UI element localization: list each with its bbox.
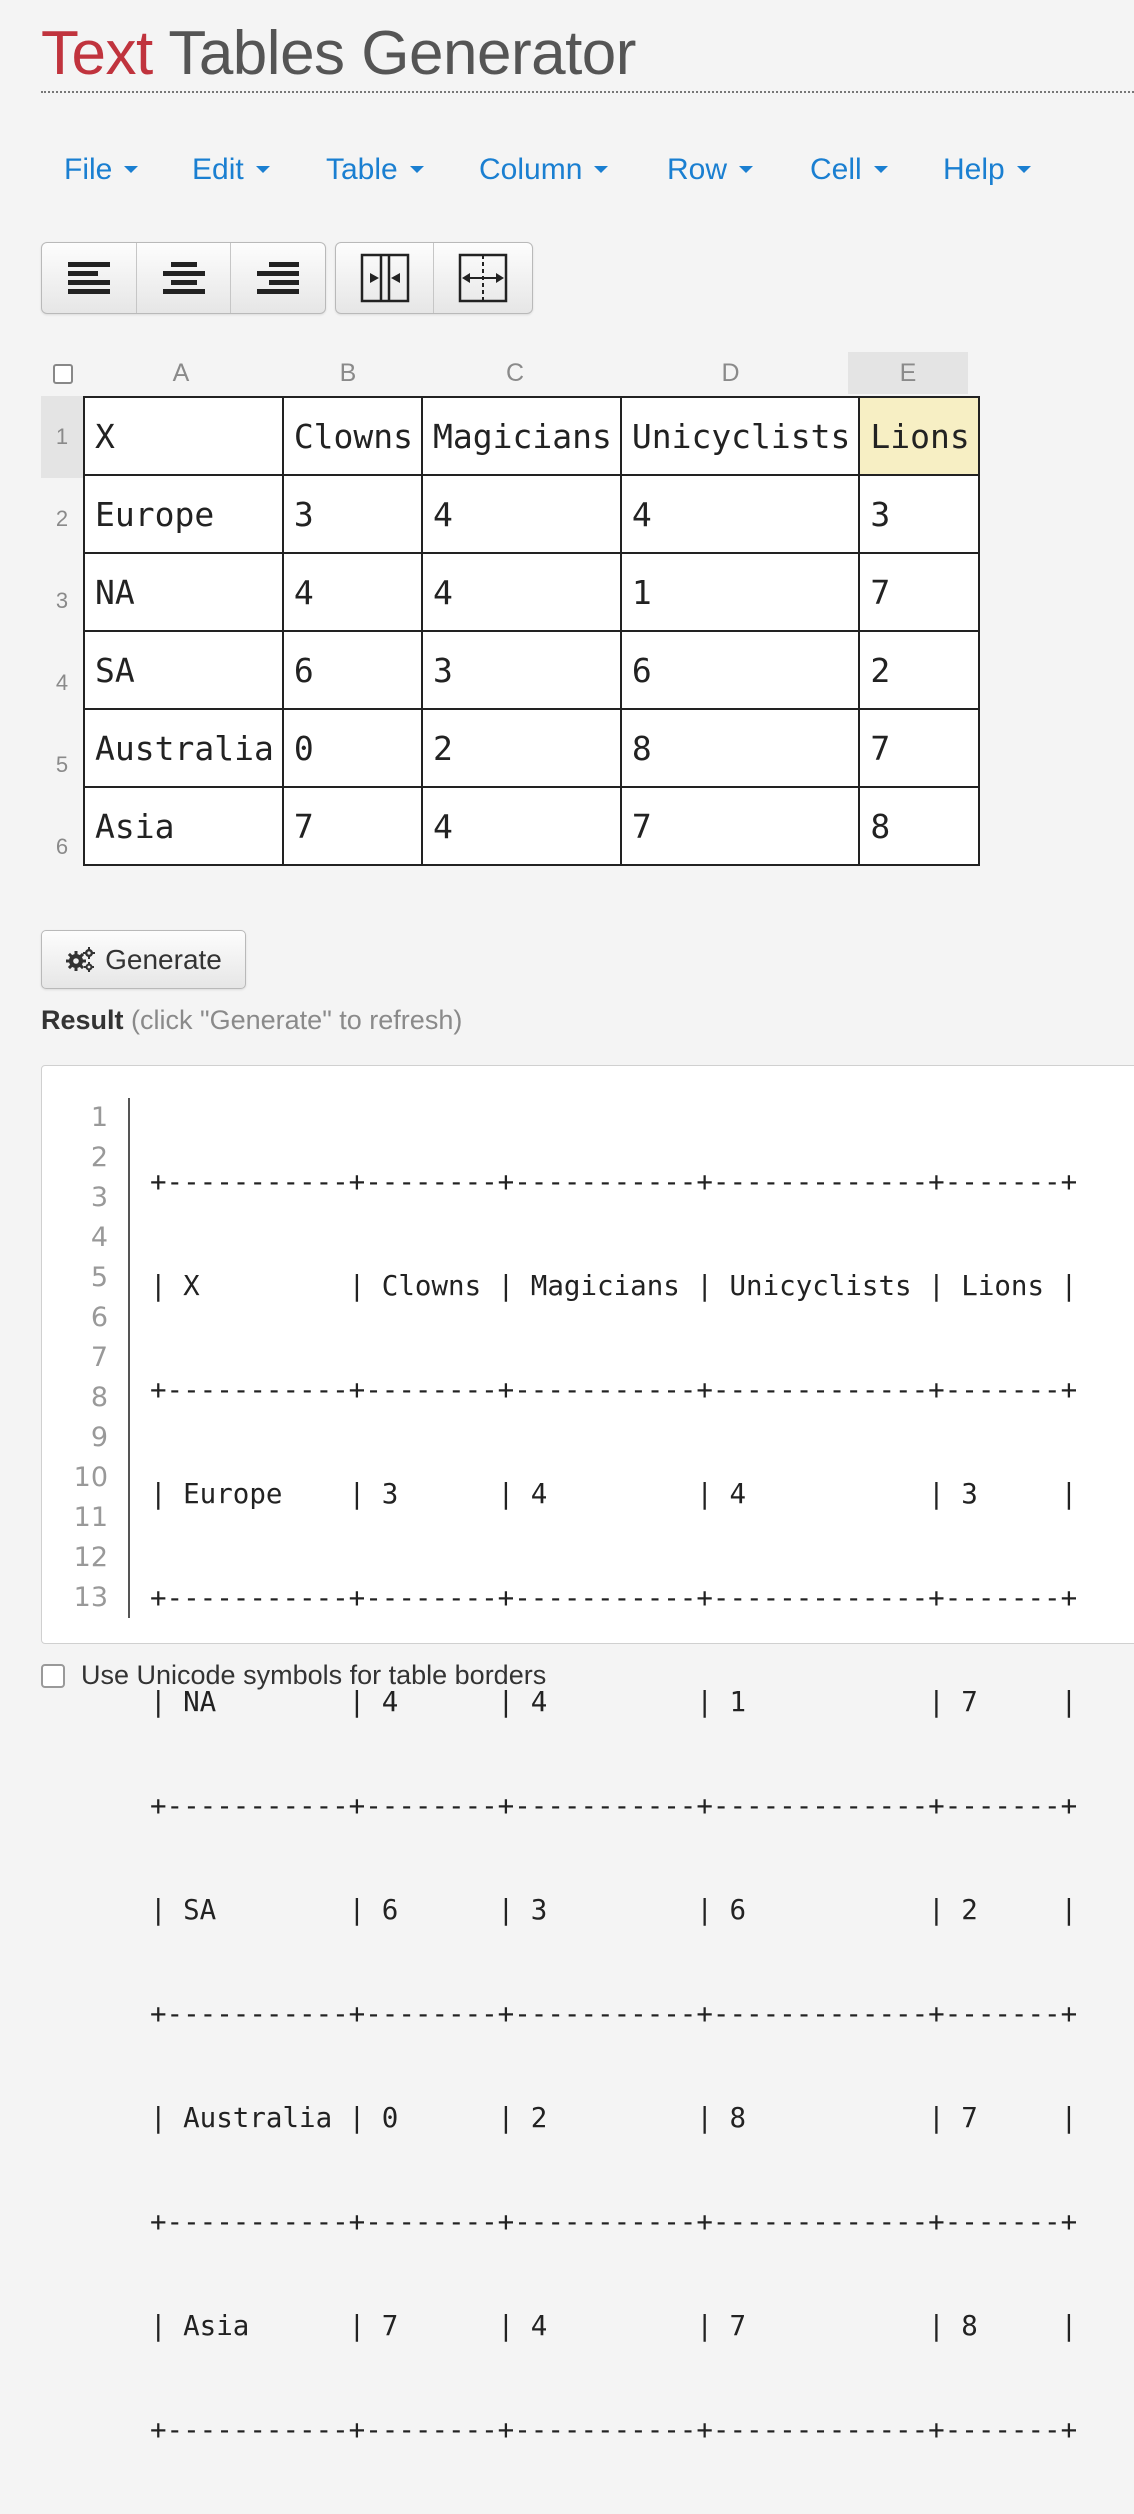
grid-cell[interactable]: Unicyclists	[621, 397, 860, 475]
app-title-text-part: Text	[41, 19, 153, 88]
row-header-1[interactable]: 1	[41, 396, 83, 478]
grid-cell[interactable]: 2	[422, 709, 621, 787]
column-header-c[interactable]: C	[505, 359, 525, 387]
menu-table-label: Table	[326, 153, 398, 186]
line-number: 5	[90, 1262, 108, 1293]
expand-columns-button[interactable]	[434, 243, 531, 313]
line-number: 2	[90, 1142, 108, 1173]
caret-down-icon	[256, 166, 270, 173]
code-line: +-----------+--------+-----------+-------------+-------+	[150, 2206, 1078, 2238]
grid-cell[interactable]: 6	[283, 631, 422, 709]
line-number: 4	[90, 1222, 108, 1253]
menu-cell-label: Cell	[810, 153, 862, 186]
code-line: +-----------+--------+-----------+-------------+-------+	[150, 1166, 1078, 1198]
grid-cell[interactable]: 7	[283, 787, 422, 865]
row-header-2[interactable]: 2	[55, 506, 69, 531]
result-note: (click "Generate" to refresh)	[131, 1005, 463, 1035]
line-number: 1	[90, 1102, 108, 1133]
grid-cell[interactable]: SA	[84, 631, 283, 709]
alignment-button-group	[41, 242, 326, 314]
grid-cell[interactable]: 4	[283, 553, 422, 631]
align-left-icon	[66, 259, 112, 297]
align-center-button[interactable]	[137, 243, 232, 313]
expand-columns-icon	[458, 253, 508, 303]
code-line: | SA | 6 | 3 | 6 | 2 |	[150, 1894, 1078, 1926]
line-number: 10	[73, 1462, 108, 1493]
line-number: 11	[73, 1502, 108, 1533]
grid-cell[interactable]: 4	[422, 475, 621, 553]
shrink-columns-button[interactable]	[336, 243, 434, 313]
column-header-d[interactable]: D	[721, 359, 740, 387]
menu-help-label: Help	[943, 153, 1005, 186]
grid-cell[interactable]: 6	[621, 631, 860, 709]
unicode-borders-checkbox[interactable]	[41, 1664, 65, 1688]
line-number: 9	[90, 1422, 108, 1453]
title-divider	[41, 91, 1134, 93]
unicode-borders-label: Use Unicode symbols for table borders	[81, 1660, 547, 1690]
code-line: | Australia | 0 | 2 | 8 | 7 |	[150, 2102, 1078, 2134]
generate-button-label: Generate	[105, 943, 222, 975]
select-all-checkbox[interactable]	[53, 364, 73, 384]
caret-down-icon	[124, 166, 138, 173]
grid-cell[interactable]: Asia	[84, 787, 283, 865]
grid-cell[interactable]: 4	[422, 553, 621, 631]
caret-down-icon	[594, 166, 608, 173]
grid-row	[84, 553, 979, 631]
row-header-6[interactable]: 6	[55, 834, 69, 859]
grid-row	[84, 397, 979, 475]
row-header-4[interactable]: 4	[55, 670, 69, 695]
grid-cell[interactable]: 3	[859, 475, 979, 553]
line-number: 8	[90, 1382, 108, 1413]
menu-column-label: Column	[479, 153, 583, 186]
code-line: | Europe | 3 | 4 | 4 | 3 |	[150, 1478, 1078, 1510]
app-title-generator-part: Tables Generator	[168, 19, 636, 88]
code-line: +-----------+--------+-----------+-------------+-------+	[150, 1790, 1078, 1822]
caret-down-icon	[410, 166, 424, 173]
grid-cell-selected[interactable]: Lions	[859, 397, 979, 475]
result-code	[150, 1098, 1077, 2514]
grid-cell[interactable]: NA	[84, 553, 283, 631]
code-line: | Asia | 7 | 4 | 7 | 8 |	[150, 2310, 1078, 2342]
line-number: 7	[90, 1342, 108, 1373]
code-line: | X | Clowns | Magicians | Unicyclists | Lions |	[150, 1270, 1078, 1302]
caret-down-icon	[739, 166, 753, 173]
grid-cell[interactable]: 8	[859, 787, 979, 865]
gears-icon	[65, 947, 95, 973]
row-header-3[interactable]: 3	[55, 588, 69, 613]
line-number: 3	[90, 1182, 108, 1213]
grid-cell[interactable]: X	[84, 397, 283, 475]
grid-row	[84, 787, 979, 865]
grid-cell[interactable]: 3	[283, 475, 422, 553]
line-number-gutter	[42, 1098, 108, 1618]
column-header-b[interactable]: B	[339, 359, 357, 387]
menu-edit-label: Edit	[192, 153, 244, 186]
shrink-columns-icon	[360, 253, 410, 303]
grid-row	[84, 475, 979, 553]
data-grid	[83, 396, 980, 866]
column-width-button-group	[335, 242, 533, 314]
align-left-button[interactable]	[42, 243, 137, 313]
line-number: 6	[90, 1302, 108, 1333]
gutter-divider	[128, 1098, 130, 1618]
code-line: +-----------+--------+-----------+-------------+-------+	[150, 1374, 1078, 1406]
grid-cell[interactable]: 0	[283, 709, 422, 787]
menu-file[interactable]	[64, 145, 138, 195]
grid-cell[interactable]: 3	[422, 631, 621, 709]
grid-cell[interactable]: 2	[859, 631, 979, 709]
menu-help[interactable]	[943, 145, 1031, 195]
generate-button[interactable]	[41, 930, 246, 989]
grid-cell[interactable]: 4	[422, 787, 621, 865]
app-title	[41, 14, 636, 94]
grid-cell[interactable]: 4	[621, 475, 860, 553]
grid-cell[interactable]: 7	[621, 787, 860, 865]
line-number: 12	[73, 1542, 108, 1573]
align-right-icon	[255, 259, 301, 297]
row-header-5[interactable]: 5	[55, 752, 69, 777]
code-line: +-----------+--------+-----------+-------------+-------+	[150, 1998, 1078, 2030]
code-line: +-----------+--------+-----------+-------------+-------+	[150, 2414, 1078, 2446]
column-header-a[interactable]: A	[172, 359, 190, 387]
result-label: Result	[41, 1005, 124, 1035]
menu-cell[interactable]	[810, 145, 888, 195]
menu-row-label: Row	[667, 153, 728, 186]
grid-cell[interactable]: Magicians	[422, 397, 621, 475]
menu-row[interactable]	[667, 145, 753, 195]
menu-file-label: File	[64, 153, 113, 186]
grid-cell[interactable]: Europe	[84, 475, 283, 553]
grid-cell[interactable]: Clowns	[283, 397, 422, 475]
code-line: | NA | 4 | 4 | 1 | 7 |	[150, 1686, 1078, 1718]
grid-row	[84, 631, 979, 709]
code-line: +-----------+--------+-----------+-------------+-------+	[150, 1582, 1078, 1614]
align-right-button[interactable]	[231, 243, 325, 313]
caret-down-icon	[1017, 166, 1031, 173]
menu-column[interactable]	[479, 145, 608, 195]
line-number: 13	[73, 1582, 108, 1613]
menu-table[interactable]	[326, 145, 424, 195]
menu-edit[interactable]	[192, 145, 270, 195]
grid-cell[interactable]: Australia	[84, 709, 283, 787]
grid-cell[interactable]: 1	[621, 553, 860, 631]
align-center-icon	[161, 259, 207, 297]
grid-cell[interactable]: 8	[621, 709, 860, 787]
caret-down-icon	[874, 166, 888, 173]
unicode-borders-option[interactable]	[41, 1660, 546, 1691]
grid-cell[interactable]: 7	[859, 553, 979, 631]
result-heading	[41, 1002, 462, 1038]
grid-cell[interactable]: 7	[859, 709, 979, 787]
grid-row	[84, 709, 979, 787]
column-header-e[interactable]: E	[848, 352, 968, 394]
